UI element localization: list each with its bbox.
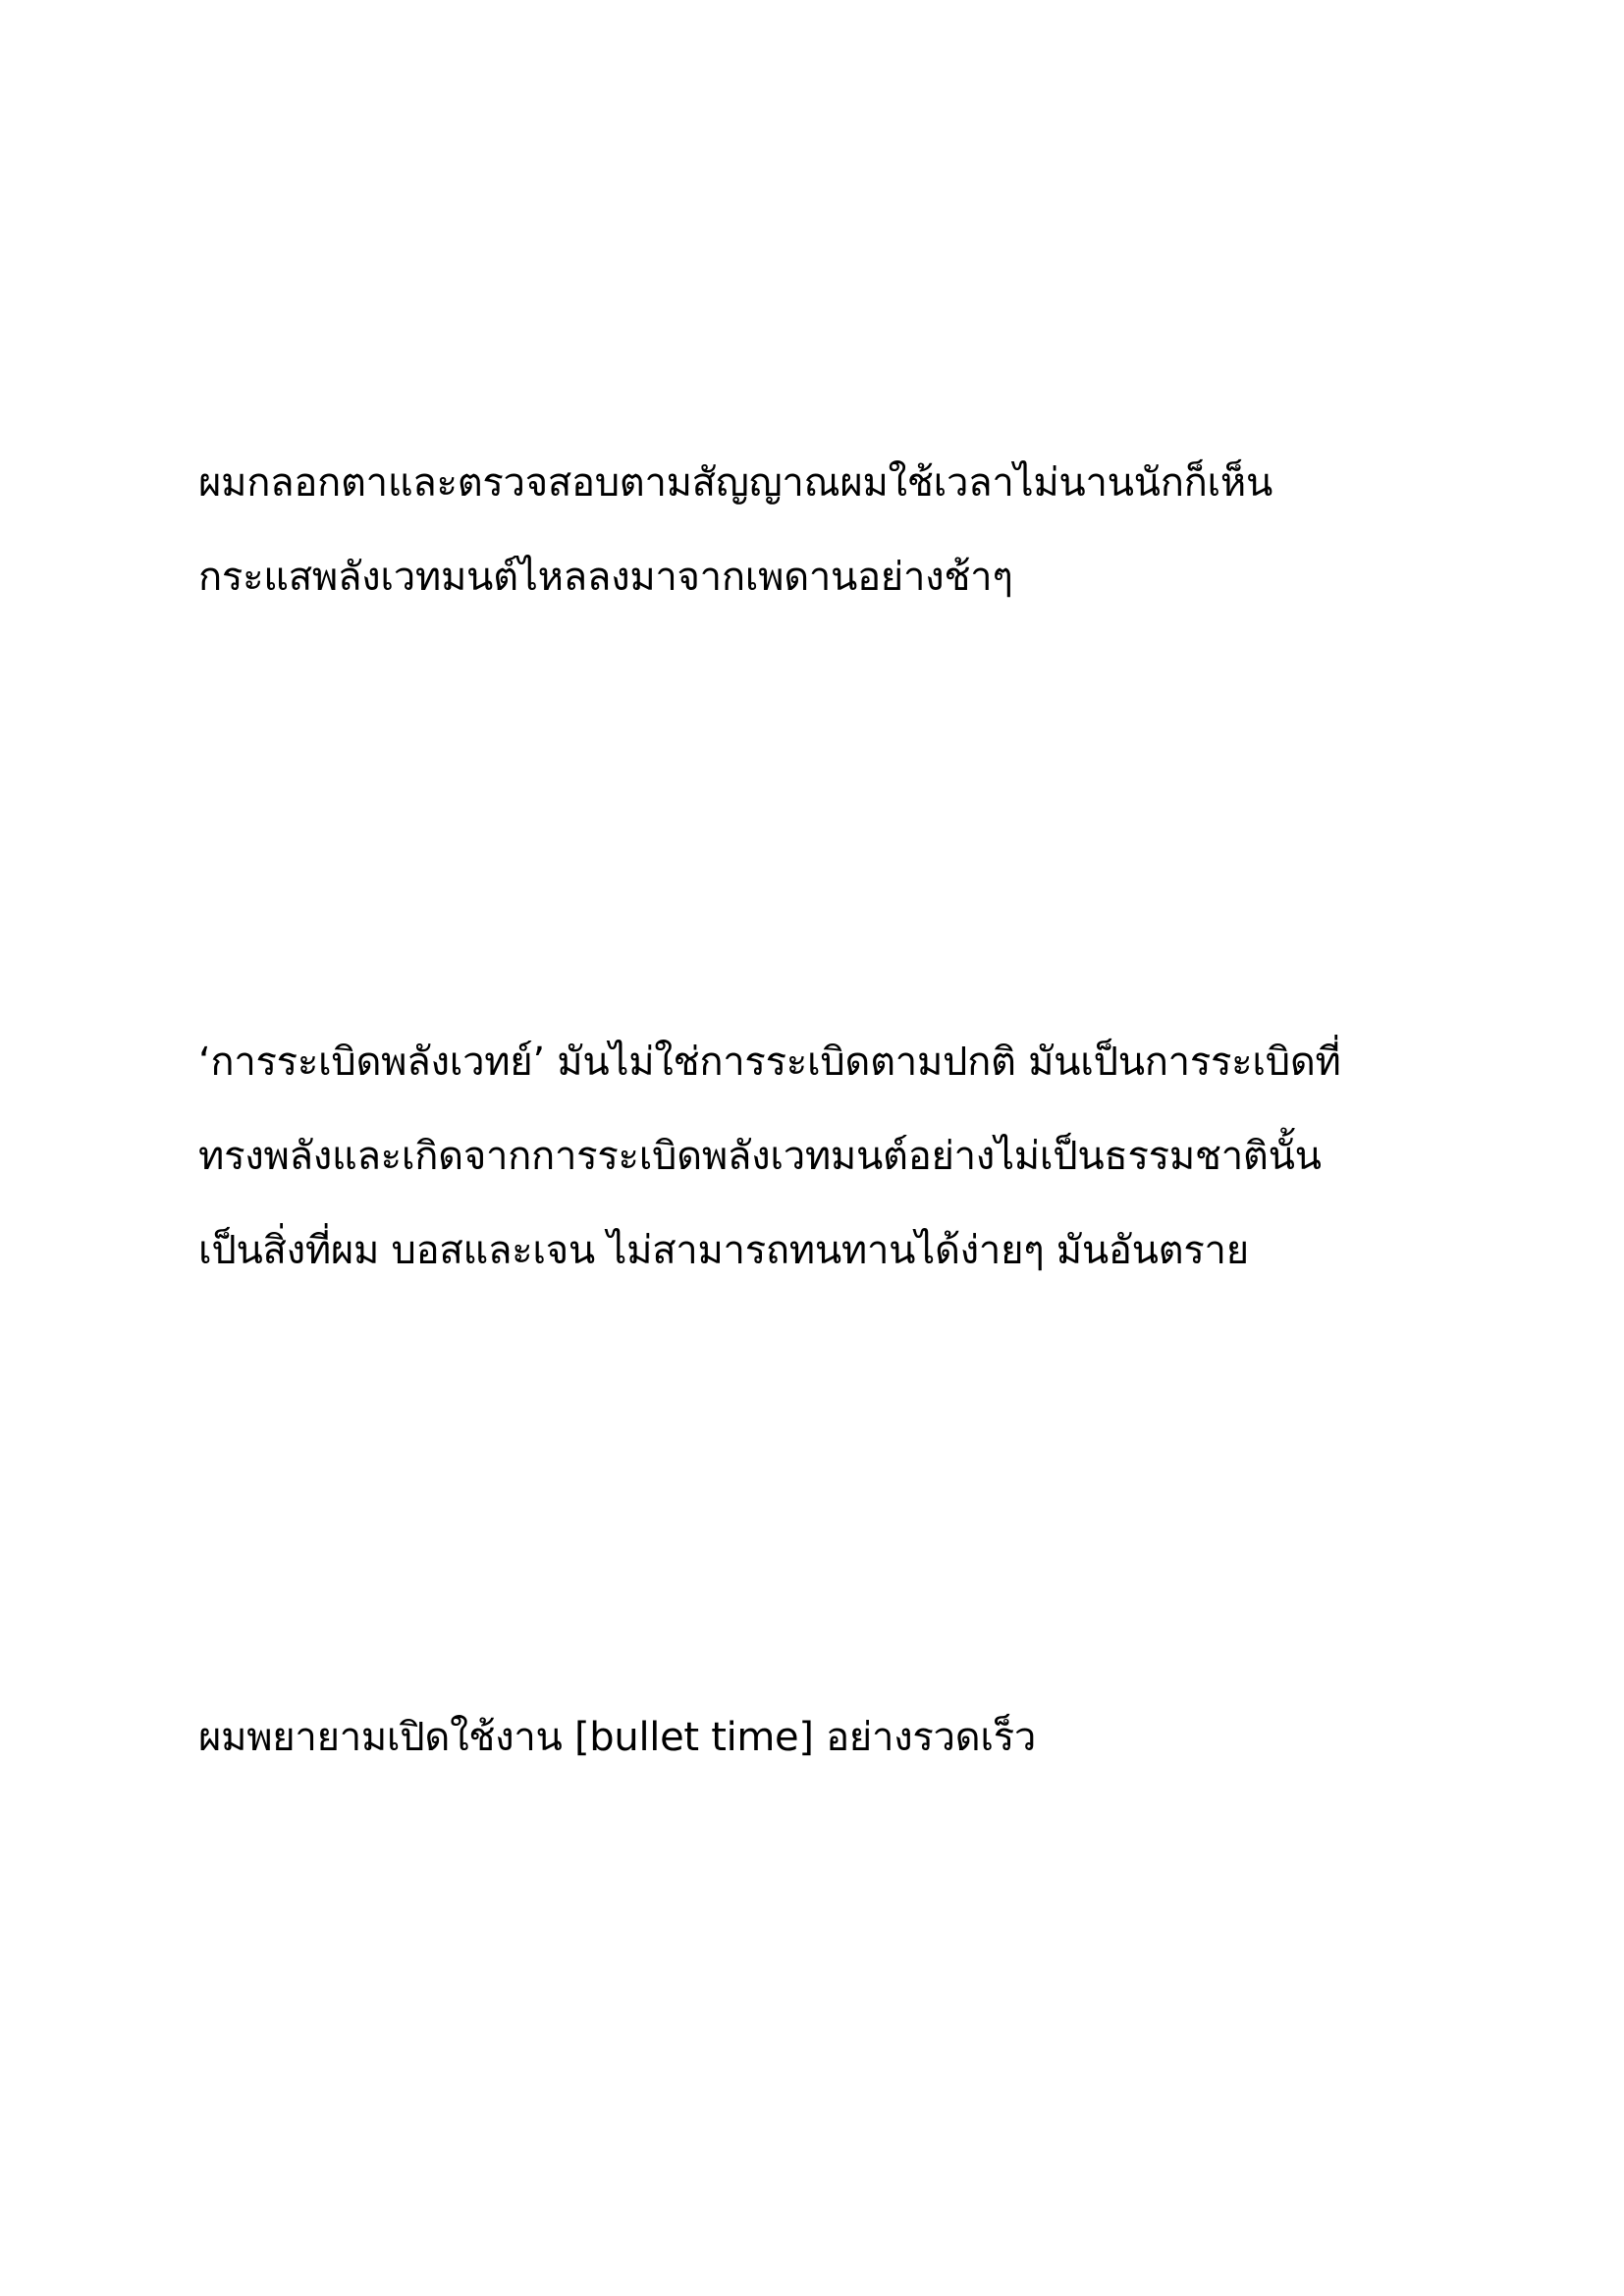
text-line: เป็นสิ่งที่ผม บอสและเจน ไม่สามารถทนทานได้ง่ายๆ มันอันตราย [198,1228,1249,1273]
text-line: กระแสพลังเวทมนต์ไหลลงมาจากเพดานอย่างช้าๆ [198,555,1013,600]
paragraph-2 [198,1015,1504,1298]
text-line: ผมพยายามเปิดใช้งาน [bullet time] อย่างรวดเร็ว [198,1715,1037,1760]
text-line: ‘การระเบิดพลังเวทย์’ มันไม่ใช่การระเบิดตามปกติ มันเป็นการระเบิดที่ [198,1040,1341,1085]
paragraph-1 [198,436,1504,624]
paragraph-3 [198,1690,1504,1785]
text-line: ผมกลอกตาและตรวจสอบตามสัญญาณผมใช้เวลาไม่นานนักก็เห็น [198,460,1273,506]
text-line: ทรงพลังและเกิดจากการระเบิดพลังเวทมนต์อย่างไม่เป็นธรรมชาตินั้น [198,1134,1322,1179]
